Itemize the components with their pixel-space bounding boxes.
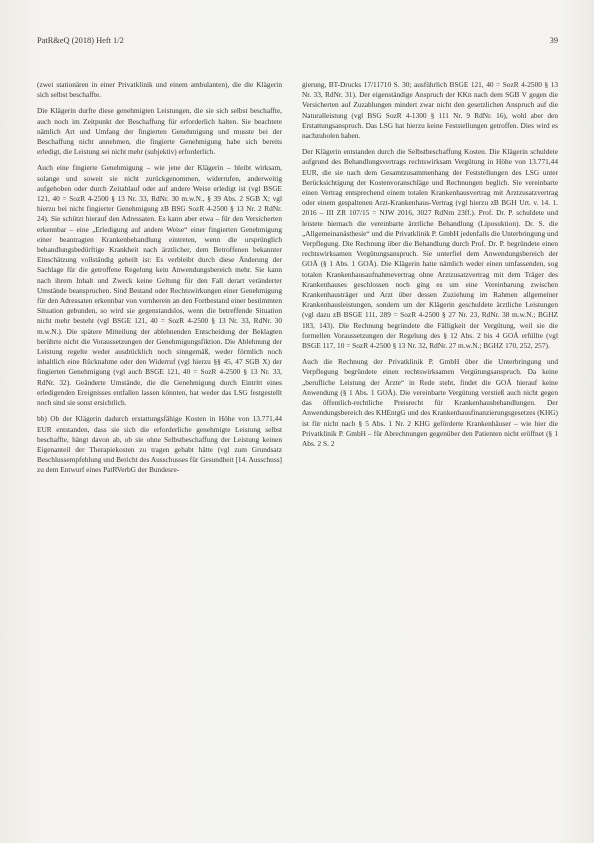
paragraph: Auch die Rechnung der Privatklinik P. GmbH über die Unterbringung und Verpflegung begründete einen rechtswirksamen Vergütungsanspruch. Da keine „berufliche Leistung der Ärzte“ in Rede steht, findet die GOÄ hierauf keine Anwendung (§ 1 Abs. 1 GOÄ). Die vereinbarte Vergütung verstieß auch nicht gegen das öffentlich-rechtliche Preisrecht für Krankenhausbehandlungen. Der Anwendungsbereich des KHEntgG und des Krankenhausfinanzierungsgesetzes (KHG) ist für nicht nach § 5 Abs. 1 Nr. 2 KHG geförderte Krankenhäuser – wie hier die Privatklinik P. GmbH – für Abrechnungen gegenüber den Patienten nicht eröffnet (§ 1 Abs. 2 S. 2 bbox=[302, 357, 558, 448]
paragraph: Auch eine fingierte Genehmigung – wie jene der Klägerin – bleibt wirksam, solange und soweit sie nicht zurückgenommen, widerrufen, anderweitig aufgehoben oder durch Zeitablauf oder auf andere Weise erledigt ist (vgl BSGE 121, 40 = SozR 4-2500 § 13 Nr. 33, RdNr. 30 m.w.N., § 39 Abs. 2 SGB X; vgl hierzu bei nicht fingierter Genehmigung zB BSG SozR 4-2500 § 13 Nr. 2 RdNr. 24). Sie schützt hierauf den Adressaten. Es kann aber etwa – für den Versicherten erkennbar – eine „Erledigung auf andere Weise“ einer fingierten Genehmigung einer beantragten Krankenbehandlung eintreten, wenn die ursprünglich behandlungsbedürftige Krankheit nach ärztlicher, dem Betroffenen bekannter Einschätzung vollständig geheilt ist: Es verbleibt durch diese Änderung der Sachlage für die getroffene Regelung kein Anwendungsbereich mehr. Sie kann nach ihrem Inhalt und Zweck keine Geltung für den Fall derart veränderter Umstände beanspruchen. Sind Bestand oder Rechtswirkungen einer Genehmigung für den Adressaten erkennbar von vornherein an den Fortbestand einer bestimmten Situation gebunden, so wird sie gegenstandslos, wenn die betreffende Situation nicht mehr besteht (vgl BSGE 121, 40 = SozR 4-2500 § 13 Nr. 33, RdNr. 30 m.w.N.). Die spätere Mitteilung der ablehnenden Entscheidung der Beklagten berührte nicht die Voraussetzungen der Genehmigungsfiktion. Die Ablehnung der Leistung regelte weder ausdrücklich noch sinngemäß, weder förmlich noch inhaltlich eine Rücknahme oder den Widerruf (vgl hierzu §§ 45, 47 SGB X) der fingierten Genehmigung (vgl auch BSGE 121, 40 = SozR 4-2500 § 13 Nr. 33, RdNr. 32). Geänderte Umstände, die die Genehmigung durch Eintritt eines erledigenden Ereignisses entfallen lassen könnten, hat weder das LSG festgestellt noch sind sie sonst ersichtlich. bbox=[37, 163, 282, 408]
paragraph: gierung, BT-Drucks 17/11710 S. 30; ausführlich BSGE 121, 40 = SozR 4-2500 § 13 Nr. 33, RdNr. 31). Der eigenständige Anspruch der KKn nach dem SGB V gegen die Versicherten auf Zuzahlungen mindert zwar nicht den gesetzlichen Anspruch auf die Naturalleistung (vgl BSG SozR 4-1300 § 111 Nr. 9 RdNr. 16), wohl aber den Erstattungsanspruch. Das LSG hat hierzu keine Feststellungen getroffen. Dies wird es nachzuholen haben. bbox=[302, 80, 558, 141]
paragraph: Die Klägerin durfte diese genehmigten Leistungen, die sie sich selbst beschaffte, auch noch im Zeitpunkt der Beschaffung für erforderlich halten. Sie beachtete nämlich Art und Umfang der fingierten Genehmigung und musste bei der Beschaffung nicht annehmen, die fingierte Genehmigung habe sich bereits erledigt, die Leistung sei nicht mehr (subjektiv) erforderlich. bbox=[37, 106, 282, 157]
paragraph: Der Klägerin entstanden durch die Selbstbeschaffung Kosten. Die Klägerin schuldete aufgrund des Behandlungsvertrags rechtswirksam Vergütung in Höhe von 13.771,44 EUR, die sie nach dem Gesamtzusammenhang der Feststellungen des LSG unter Berücksichtigung der Kostenvoranschläge und Rechnungen beglich. Sie vereinbarte einen Vertrag entsprechend einem totalen Krankenhausvertrag mit Arztzusatzvertrag oder einem gespaltenen Arzt-Krankenhaus-Vertrag (vgl hierzu zB BGH Urt. v. 14. 1. 2016 – III ZR 107/15 = NJW 2016, 3027 RdNrn 23ff.). Prof. Dr. P. schuldete und leistete hiernach die vereinbarte ärztliche Behandlung (Liposuktion). Dr. S. die „Allgemeinanästhesie“ und die Privatklinik P. GmbH jedenfalls die Unterbringung und Verpflegung. Die Rechnung über die Behandlung durch Prof. Dr. P. begründete einen rechtswirksamen Vergütungsanspruch. Sie unterfiel dem Anwendungsbereich der GOÄ (§ 1 Abs. 1 GOÄ). Die Klägerin hatte nämlich weder einen umfassenden, sog totalen Krankenhausaufnahmevertrag ohne Arztzusatzvertrag mit dem Träger des Krankenhauses geschlossen noch ging es um eine Vereinbarung zwischen Krankenhausträger und Arzt über dessen Zuziehung im Rahmen allgemeiner Krankenhausleistungen, sondern um der Klägerin geschuldete ärztliche Leistungen (vgl dazu zB BSGE 111, 289 = SozR 4-2500 § 27 Nr. 23, RdNr. 38 m.w.N.; BGHZ 183, 143). Die Rechnung begründete die Fälligkeit der Vergütung, weil sie die formellen Voraussetzungen der Regelung des § 12 Abs. 2 bis 4 GOÄ erfüllte (vgl BSGE 117, 10 = SozR 4-2500 § 13 Nr. 32, RdNr. 27 m.w.N.; BGHZ 170, 252, 257). bbox=[302, 147, 558, 351]
journal-title: PatR&eQ (2018) Heft 1/2 bbox=[37, 36, 124, 45]
page-number: 39 bbox=[549, 36, 558, 45]
paragraph: bb) Ob der Klägerin dadurch erstattungsfähige Kosten in Höhe von 13.771,44 EUR entstanden, dass sie sich die erforderliche genehmigte Leistung selbst beschaffte, hängt davon ab, ob sie ohne Selbstbeschaffung der Leistung keinen Eigenanteil der Therapiekosten zu tragen gehabt hätte (vgl zum Grundsatz Beschlussempfehlung und Bericht des Ausschusses für Gesundheit [14. Ausschuss] zu dem Entwurf eines PatRVerbG der Bundesre- bbox=[37, 414, 282, 475]
right-column bbox=[302, 80, 558, 455]
paragraph: (zwei stationären in einer Privatklinik und einem ambulanten), die die Klägerin sich selbst beschaffte. bbox=[37, 80, 282, 100]
left-column bbox=[37, 80, 282, 482]
page-header bbox=[37, 36, 558, 48]
